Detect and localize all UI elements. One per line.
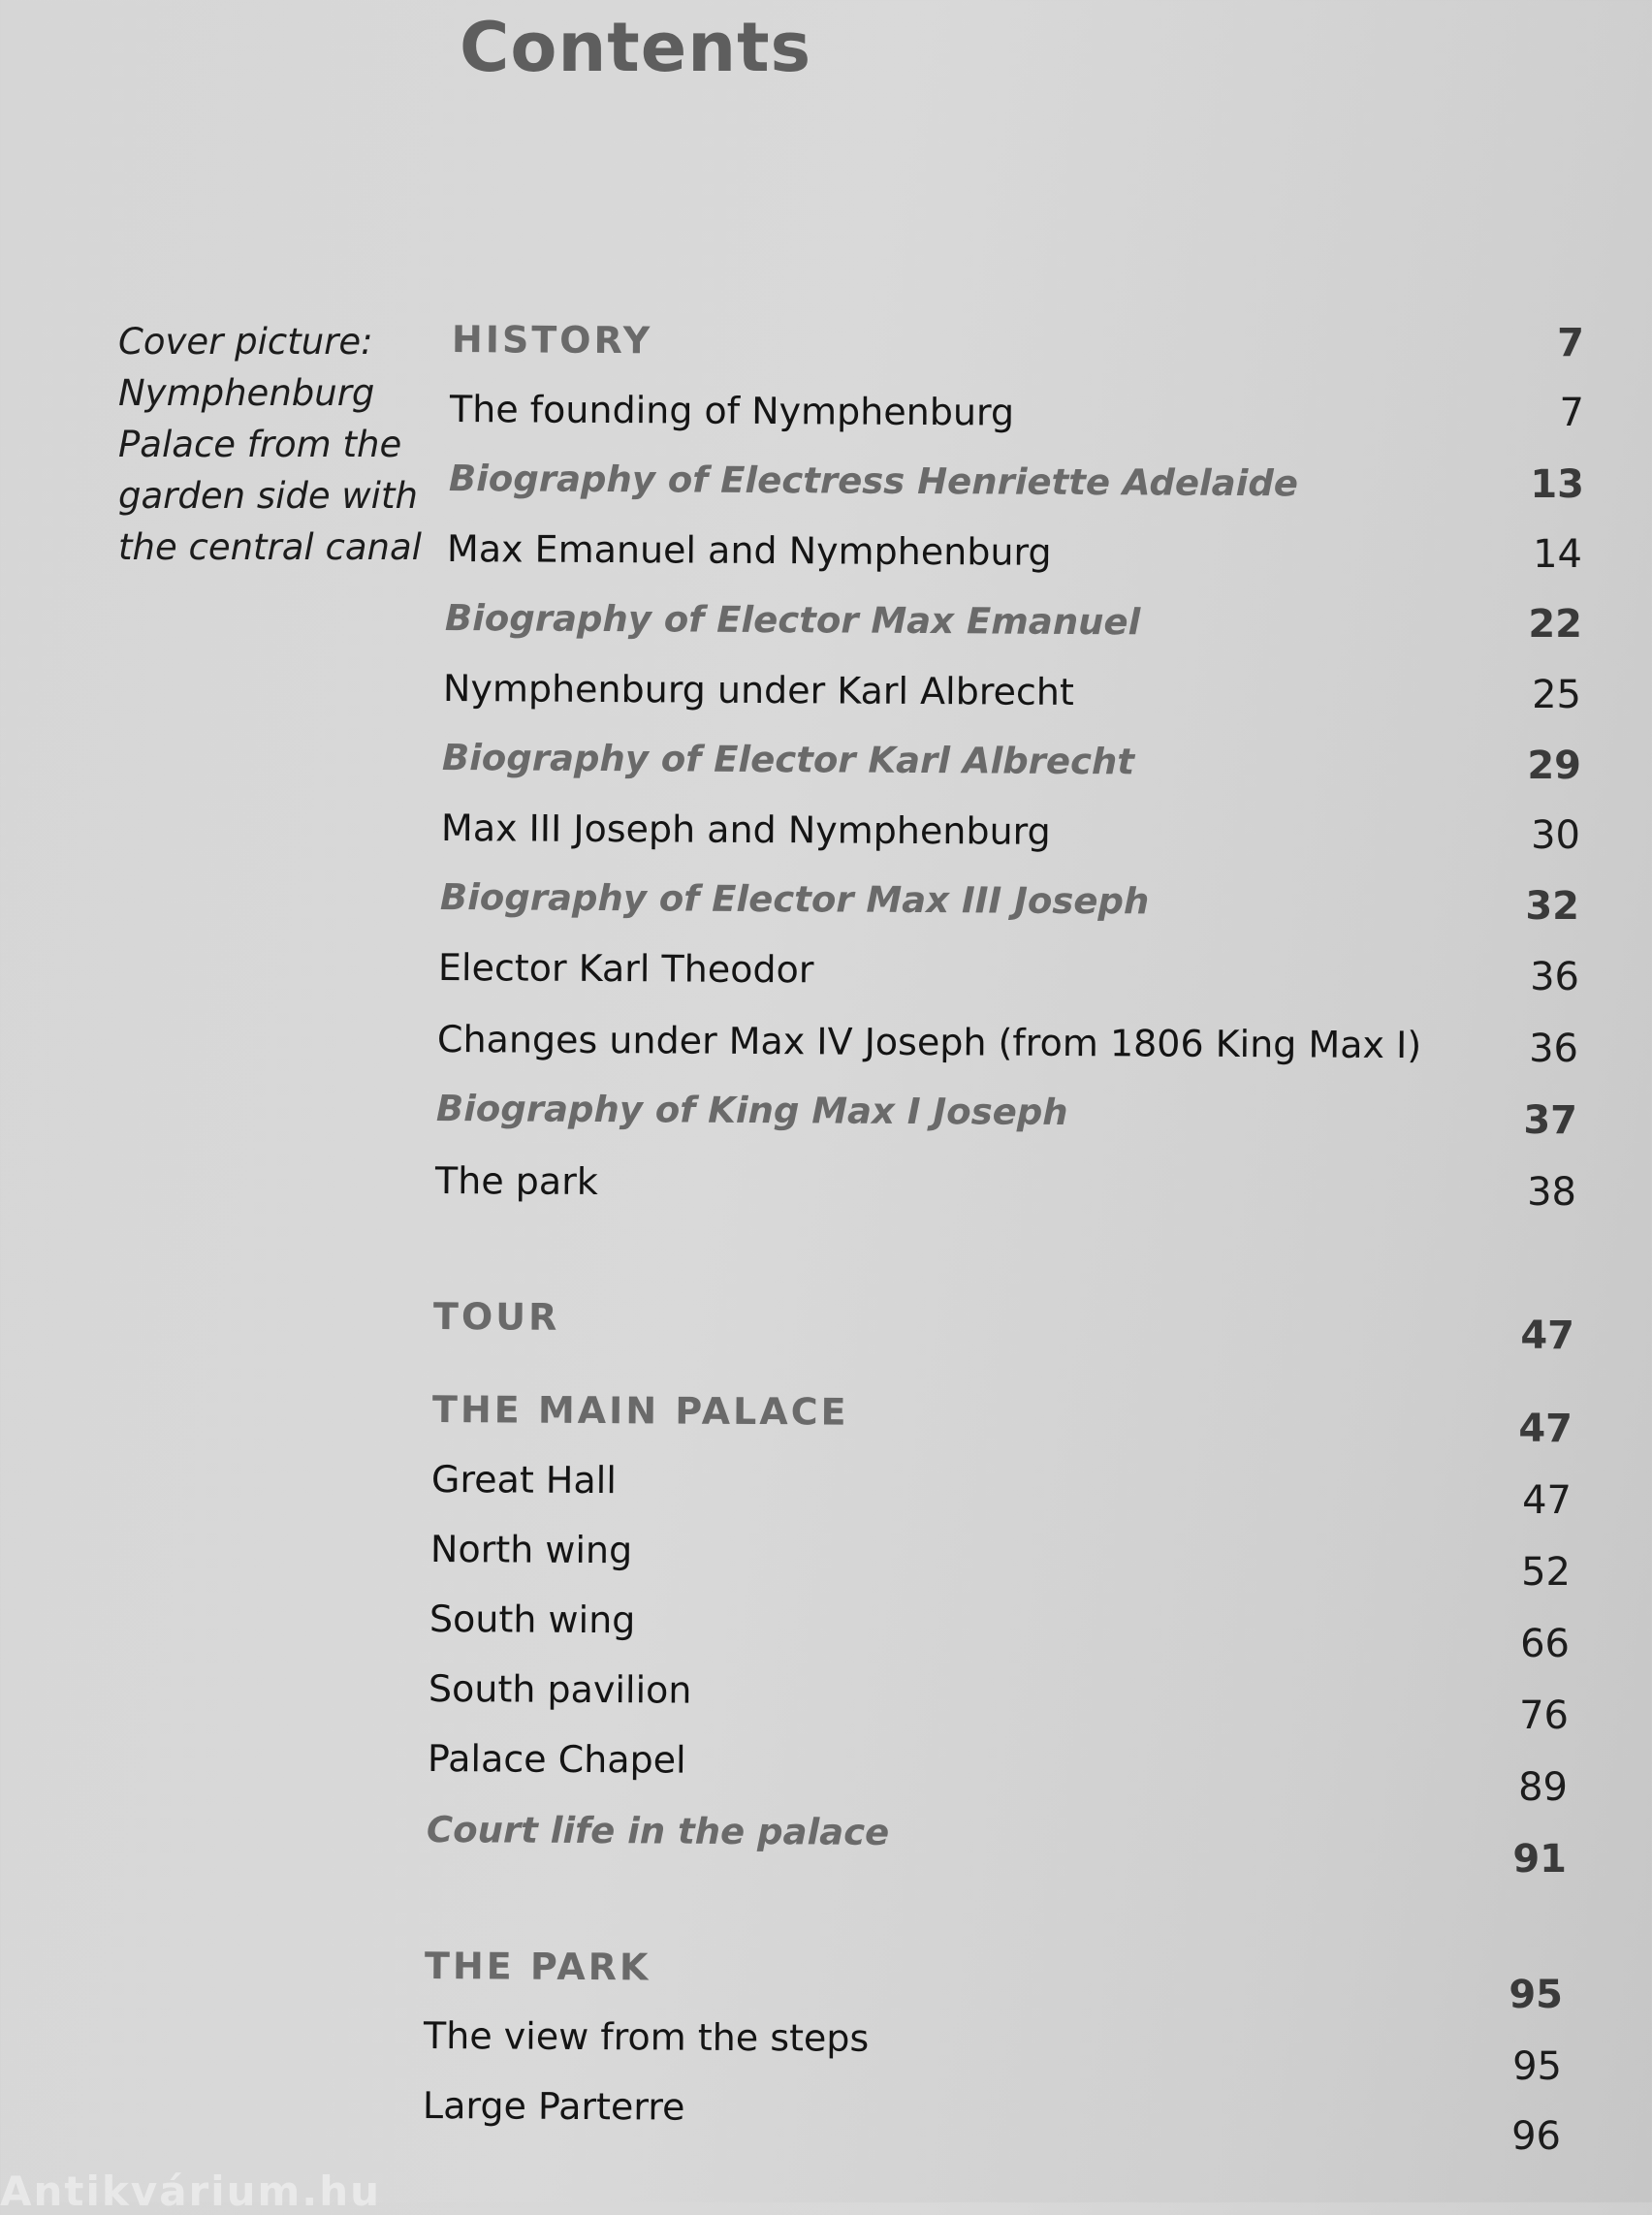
toc-entry-title: South wing: [429, 1598, 636, 1642]
toc-entry-title: South pavilion: [428, 1667, 692, 1712]
toc-biography-entry-page-number: 32: [1525, 884, 1579, 929]
toc-section-heading-title: THE PARK: [424, 1945, 651, 1989]
toc-entry-page-number: 66: [1520, 1622, 1570, 1666]
toc-entry-title: Max III Joseph and Nymphenburg: [440, 807, 1051, 853]
toc-biography-entry-title: Biography of King Max I Joseph: [435, 1088, 1068, 1133]
toc-entry-title: The founding of Nymphenburg: [449, 388, 1015, 434]
page-title: Contents: [460, 8, 812, 87]
toc-biography-entry-page-number: 37: [1523, 1098, 1577, 1143]
toc-entry-title: Nymphenburg under Karl Albrecht: [442, 667, 1074, 713]
toc-entry-page-number: 25: [1532, 673, 1581, 717]
toc-biography-entry-page-number: 29: [1527, 744, 1581, 788]
toc-entry-title: Great Hall: [430, 1458, 617, 1503]
toc-section-heading-page-number: 47: [1518, 1407, 1573, 1451]
toc-entry-page-number: 96: [1511, 2114, 1561, 2159]
toc-section-heading-page-number: 47: [1520, 1313, 1574, 1358]
toc-biography-entry-title: Biography of Elector Max III Joseph: [439, 876, 1150, 923]
toc-entry-page-number: 47: [1522, 1478, 1572, 1523]
toc-entry-title: Palace Chapel: [427, 1737, 686, 1782]
toc-entry-page-number: 7: [1559, 391, 1584, 435]
toc-section-heading-title: HISTORY: [451, 318, 653, 363]
toc-entry-page-number: 89: [1518, 1765, 1568, 1810]
toc-entry-title: Max Emanuel and Nymphenburg: [446, 527, 1052, 574]
toc-section-heading-title: TOUR: [432, 1295, 560, 1339]
toc-entry-title: Large Parterre: [422, 2084, 685, 2129]
watermark: Antikvárium.hu: [0, 2168, 382, 2215]
cover-caption-line: the central canal: [118, 526, 422, 568]
toc-biography-entry-title: Biography of Elector Karl Albrecht: [441, 737, 1135, 783]
cover-caption-line: Cover picture:: [118, 321, 373, 363]
toc-section-heading-page-number: 95: [1509, 1973, 1563, 2017]
toc-biography-entry-page-number: 22: [1528, 602, 1582, 647]
toc-entry-title: The view from the steps: [423, 2014, 870, 2060]
toc-entry-title: Elector Karl Theodor: [437, 946, 814, 992]
cover-caption-line: Palace from the: [118, 424, 402, 465]
toc-entry-title: Changes under Max IV Joseph (from 1806 King Max I): [436, 1018, 1422, 1067]
toc-biography-entry-page-number: 13: [1530, 462, 1584, 507]
toc-entry-page-number: 52: [1521, 1550, 1571, 1595]
toc-entry-page-number: 36: [1529, 1027, 1578, 1071]
toc-biography-entry-title: Biography of Electress Henriette Adelaide: [448, 458, 1299, 505]
toc-entry-page-number: 14: [1533, 532, 1582, 577]
toc-entry-page-number: 36: [1530, 955, 1579, 999]
toc-entry-title: North wing: [429, 1528, 633, 1572]
cover-caption-line: Nymphenburg: [118, 372, 375, 414]
toc-biography-entry-page-number: 91: [1512, 1837, 1567, 1882]
toc-entry-page-number: 38: [1527, 1170, 1576, 1215]
toc-entry-page-number: 76: [1519, 1693, 1569, 1738]
cover-caption-line: garden side with: [118, 475, 418, 517]
toc-entry-title: The park: [434, 1159, 598, 1204]
toc-entry-page-number: 30: [1531, 813, 1580, 858]
toc-biography-entry-title: Court life in the palace: [426, 1809, 890, 1853]
toc-section-heading-page-number: 7: [1557, 321, 1584, 365]
toc-entry-page-number: 95: [1512, 2044, 1562, 2089]
toc-section-heading-title: THE MAIN PALACE: [431, 1388, 849, 1434]
toc-biography-entry-title: Biography of Elector Max Emanuel: [444, 597, 1141, 644]
